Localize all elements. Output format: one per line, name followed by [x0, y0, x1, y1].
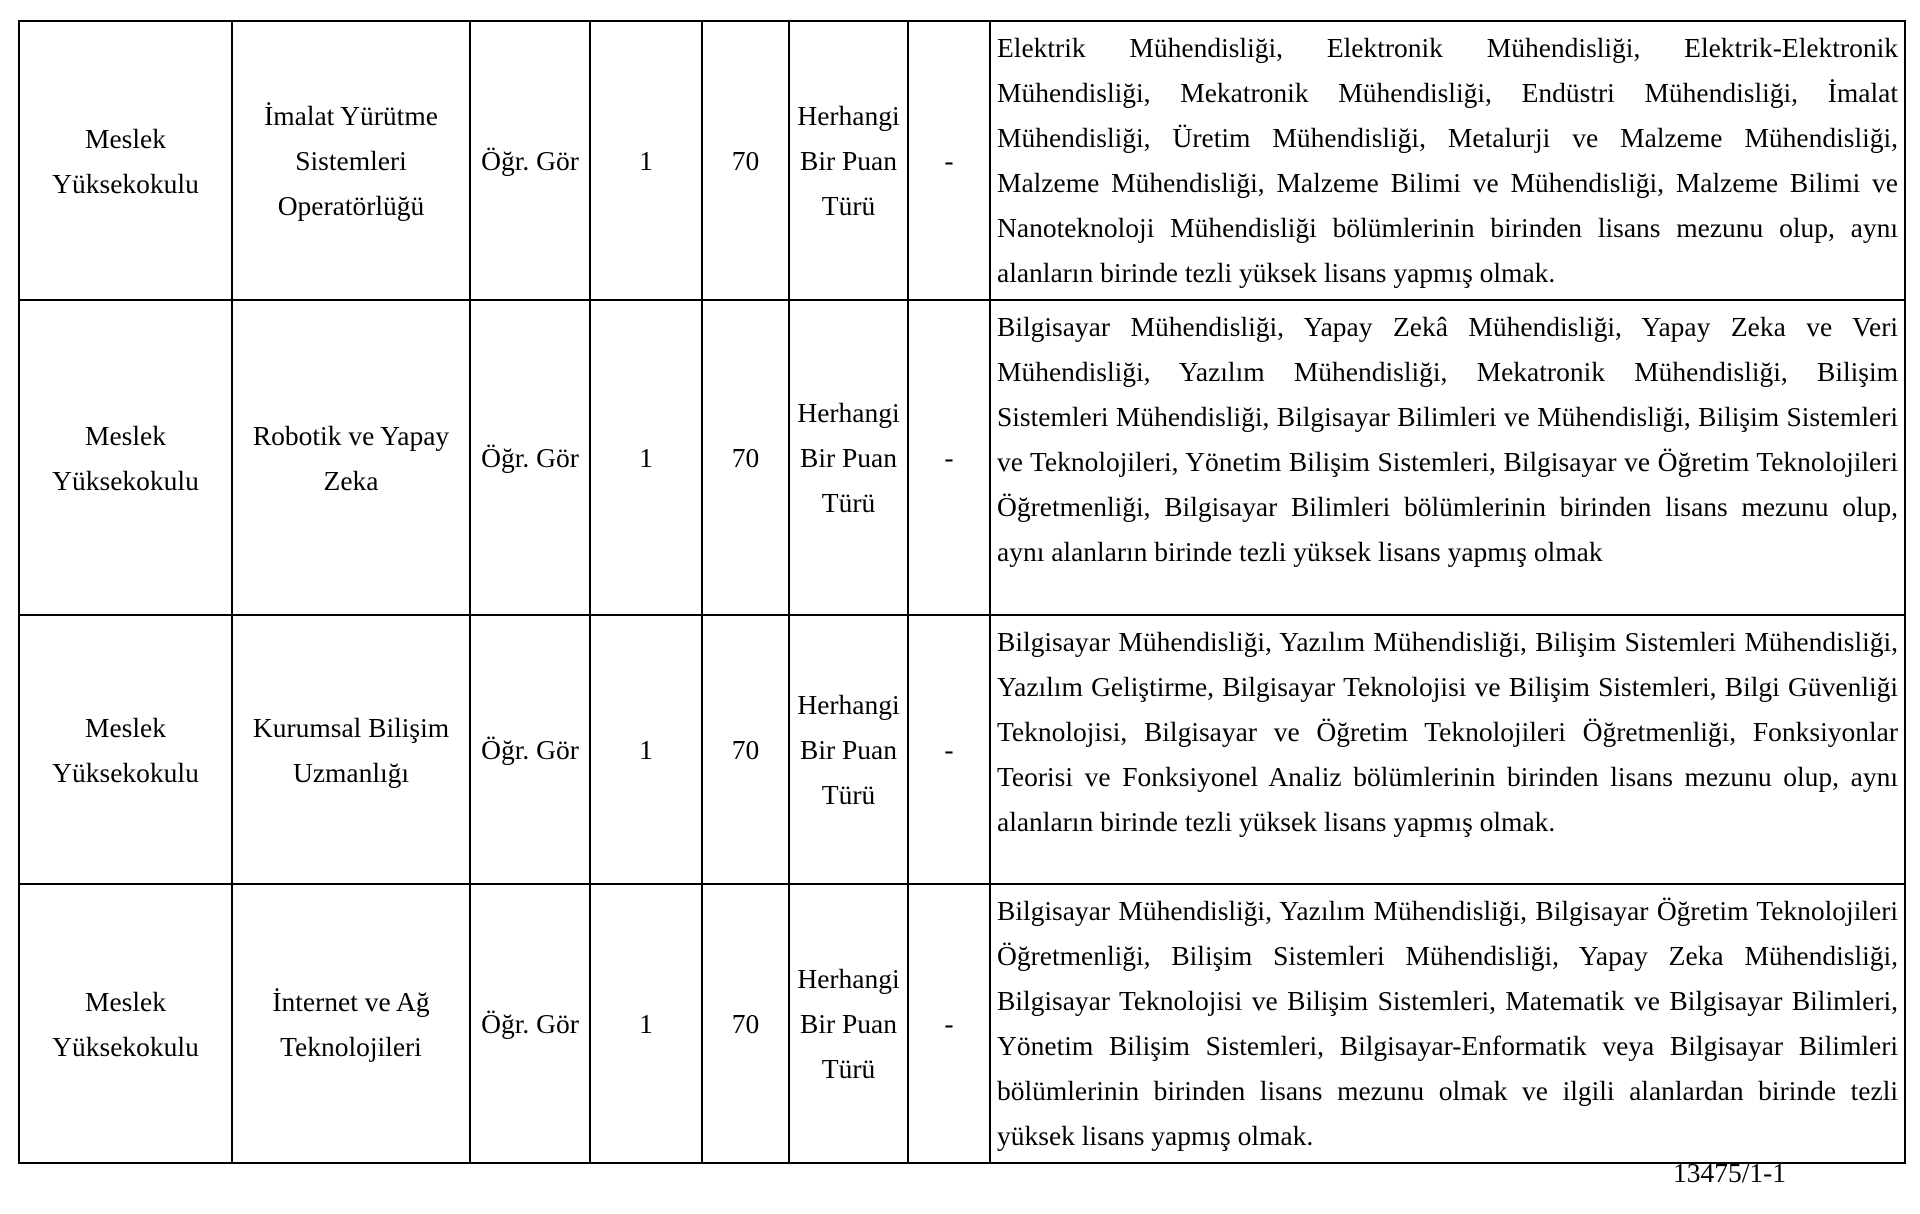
table-row: [19, 615, 1905, 884]
ales-score-cell: 70: [702, 615, 789, 884]
ales-score-cell: 70: [702, 884, 789, 1163]
title-cell: Öğr. Gör: [470, 884, 590, 1163]
department-cell: Robotik ve Yapay Zeka: [232, 300, 470, 615]
dash-cell: -: [908, 615, 990, 884]
faculty-cell: Meslek Yüksekokulu: [19, 615, 232, 884]
requirement-cell: Bilgisayar Mühendisliği, Yazılım Mühendisliği, Bilgisayar Öğretim Teknolojileri Öğretmenliği, Bilişim Sistemleri Mühendisliği, Yapay Zeka Mühendisliği, Bilgisayar Teknolojisi ve Bilişim Sistemleri, Matematik ve Bilgisayar Bilimleri, Yönetim Bilişim Sistemleri, Bilgisayar-Enformatik veya Bilgisayar Bilimleri bölümlerinin birinden lisans mezunu olmak ve ilgili alanlardan birinde tezli yüksek lisans yapmış olmak.: [990, 884, 1905, 1163]
dash-cell: -: [908, 21, 990, 300]
score-type-cell: Herhangi Bir Puan Türü: [789, 300, 908, 615]
positions-table: [18, 20, 1906, 1164]
faculty-cell: Meslek Yüksekokulu: [19, 21, 232, 300]
table-row: [19, 884, 1905, 1163]
document-reference-number: 13475/1-1: [1672, 1157, 1786, 1188]
count-cell: 1: [590, 884, 702, 1163]
department-cell: İnternet ve Ağ Teknolojileri: [232, 884, 470, 1163]
requirement-cell: Bilgisayar Mühendisliği, Yapay Zekâ Mühendisliği, Yapay Zeka ve Veri Mühendisliği, Yazılım Mühendisliği, Mekatronik Mühendisliği, Bilişim Sistemleri Mühendisliği, Bilgisayar Bilimleri ve Mühendisliği, Bilişim Sistemleri ve Teknolojileri, Yönetim Bilişim Sistemleri, Bilgisayar ve Öğretim Teknolojileri Öğretmenliği, Bilgisayar Bilimleri bölümlerinin birinden lisans mezunu olup, aynı alanların birinde tezli yüksek lisans yapmış olmak: [990, 300, 1905, 615]
dash-cell: -: [908, 884, 990, 1163]
dash-cell: -: [908, 300, 990, 615]
score-type-cell: Herhangi Bir Puan Türü: [789, 615, 908, 884]
department-cell: Kurumsal Bilişim Uzmanlığı: [232, 615, 470, 884]
count-cell: 1: [590, 21, 702, 300]
table-row: [19, 300, 1905, 615]
title-cell: Öğr. Gör: [470, 615, 590, 884]
faculty-cell: Meslek Yüksekokulu: [19, 884, 232, 1163]
table-row: [19, 21, 1905, 300]
count-cell: 1: [590, 615, 702, 884]
score-type-cell: Herhangi Bir Puan Türü: [789, 21, 908, 300]
count-cell: 1: [590, 300, 702, 615]
faculty-cell: Meslek Yüksekokulu: [19, 300, 232, 615]
score-type-cell: Herhangi Bir Puan Türü: [789, 884, 908, 1163]
ales-score-cell: 70: [702, 300, 789, 615]
ales-score-cell: 70: [702, 21, 789, 300]
requirement-cell: Elektrik Mühendisliği, Elektronik Mühendisliği, Elektrik-Elektronik Mühendisliği, Mekatronik Mühendisliği, Endüstri Mühendisliği, İmalat Mühendisliği, Üretim Mühendisliği, Metalurji ve Malzeme Mühendisliği, Malzeme Mühendisliği, Malzeme Bilimi ve Mühendisliği, Malzeme Bilimi ve Nanoteknoloji Mühendisliği bölümlerinin birinden lisans mezunu olup, aynı alanların birinde tezli yüksek lisans yapmış olmak.: [990, 21, 1905, 300]
department-cell: İmalat Yürütme Sistemleri Operatörlüğü: [232, 21, 470, 300]
title-cell: Öğr. Gör: [470, 300, 590, 615]
title-cell: Öğr. Gör: [470, 21, 590, 300]
requirement-cell: Bilgisayar Mühendisliği, Yazılım Mühendisliği, Bilişim Sistemleri Mühendisliği, Yazılım Geliştirme, Bilgisayar Teknolojisi ve Bilişim Sistemleri, Bilgi Güvenliği Teknolojisi, Bilgisayar ve Öğretim Teknolojileri Öğretmenliği, Fonksiyonlar Teorisi ve Fonksiyonel Analiz bölümlerinin birinden lisans mezunu olup, aynı alanların birinde tezli yüksek lisans yapmış olmak.: [990, 615, 1905, 884]
